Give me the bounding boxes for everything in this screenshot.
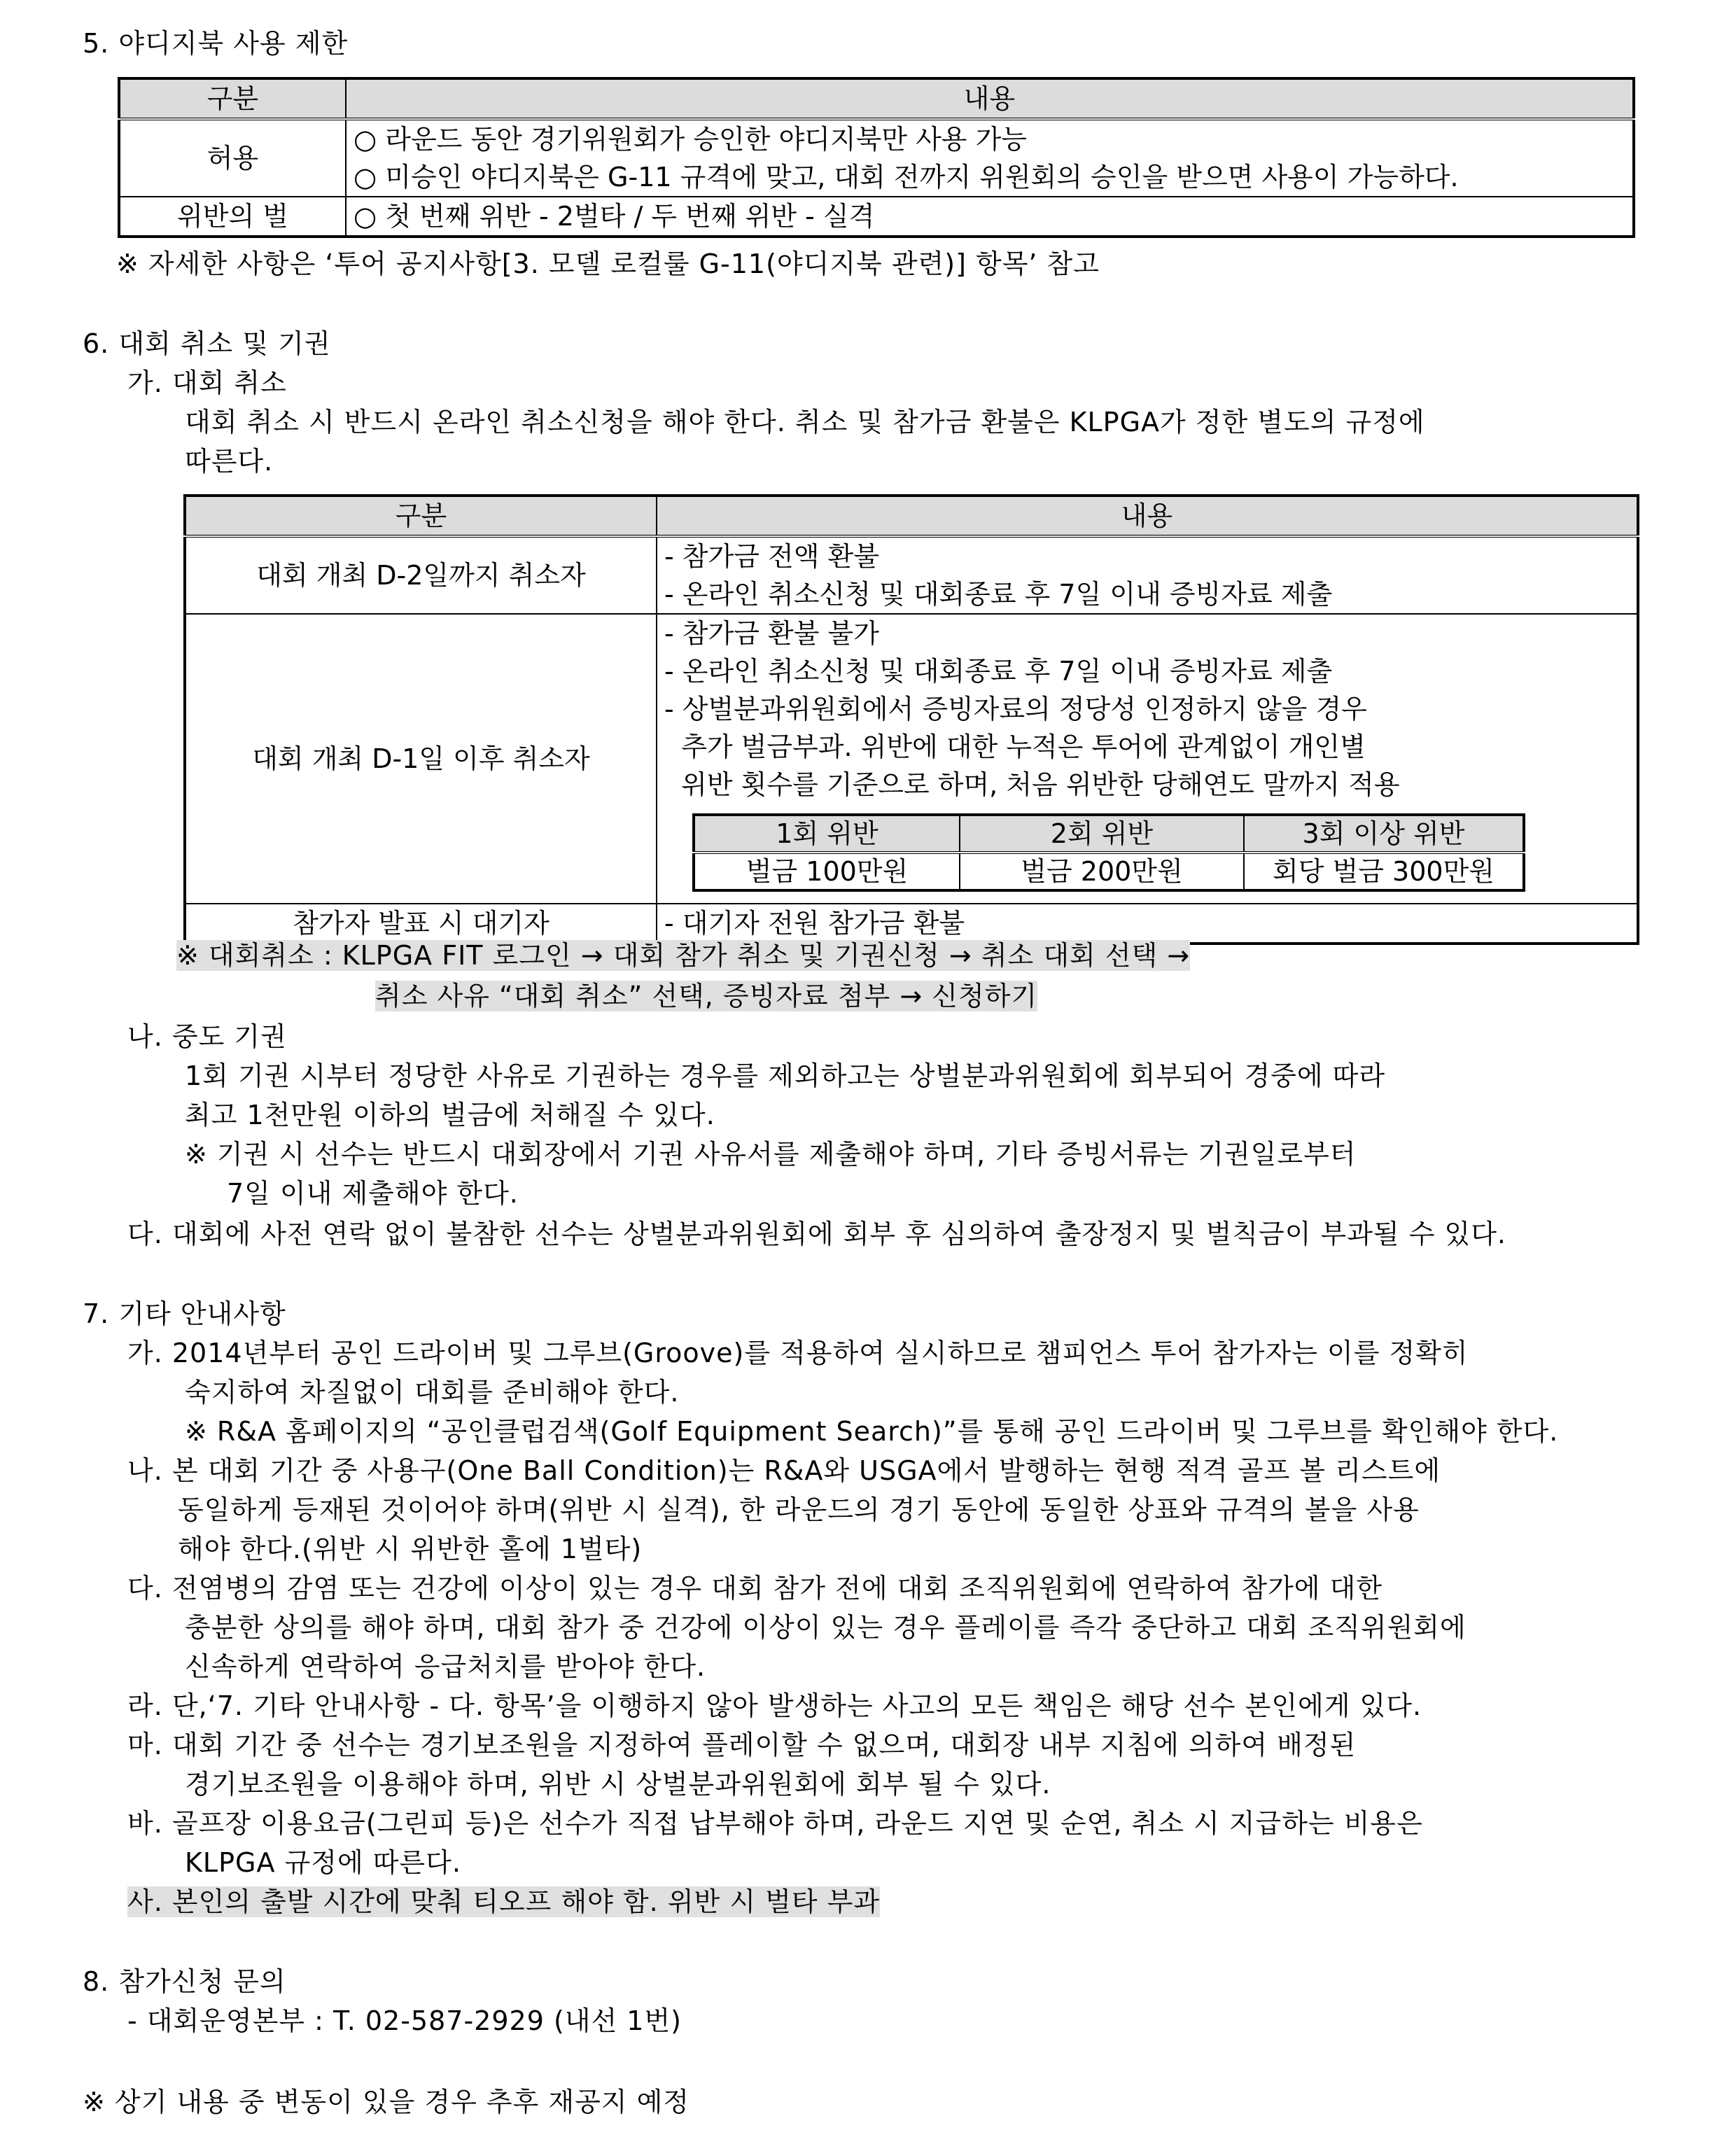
section-7e-line-2: 경기보조원을 이용해야 하며, 위반 시 상벌분과위원회에 회부 될 수 있다. bbox=[185, 1769, 1051, 1800]
section-7g-line bbox=[127, 1884, 880, 1919]
section-8-contact: - 대회운영본부 : T. 02-587-2929 (내선 1번) bbox=[127, 2005, 682, 2036]
section-7f-line-1: 바. 골프장 이용요금(그린피 등)은 선수가 직접 납부해야 하며, 라운드 지연 및 순연, 취소 시 지급하는 비용은 bbox=[127, 1808, 1423, 1839]
fine-header-1: 1회 위반 bbox=[694, 815, 960, 853]
fine-value-2: 벌금 200만원 bbox=[960, 853, 1244, 890]
table-header-content: 내용 bbox=[346, 78, 1634, 119]
section-7b-line-3: 해야 한다.(위반 시 위반한 홀에 1벌타) bbox=[178, 1534, 643, 1564]
d1-line-5: 위반 횟수를 기준으로 하며, 처음 위반한 당해연도 말까지 적용 bbox=[664, 769, 1400, 800]
section-7c-line-1: 다. 전염병의 감염 또는 건강에 이상이 있는 경우 대회 참가 전에 대회 조직위원회에 연락하여 참가에 대한 bbox=[127, 1573, 1383, 1604]
section-6-heading: 6. 대회 취소 및 기권 bbox=[83, 328, 331, 359]
d1-line-4: 추가 벌금부과. 위반에 대한 누적은 투어에 관계없이 개인별 bbox=[664, 731, 1366, 762]
table-header-category: 구분 bbox=[185, 496, 657, 536]
row-label-waitlist: 참가자 발표 시 대기자 bbox=[185, 904, 657, 944]
section-6a-text-2: 따른다. bbox=[185, 446, 274, 477]
section-8-heading: 8. 참가신청 문의 bbox=[83, 1966, 286, 1997]
fine-value-3: 회당 벌금 300만원 bbox=[1244, 853, 1524, 890]
cancel-procedure-note-1 bbox=[176, 938, 1190, 973]
section-6a-text-1: 대회 취소 시 반드시 온라인 취소신청을 해야 한다. 취소 및 참가금 환불은 KLPGA가 정한 별도의 규정에 bbox=[185, 407, 1425, 437]
d1-line-1: - 참가금 환불 불가 bbox=[664, 618, 879, 649]
d1-line-3: - 상벌분과위원회에서 증빙자료의 정당성 인정하지 않을 경우 bbox=[664, 694, 1367, 724]
section-7a-note: ※ R&A 홈페이지의 “공인클럽검색(Golf Equipment Search)”를 통해 공인 드라이버 및 그루브를 확인해야 한다. bbox=[185, 1416, 1559, 1447]
cancel-procedure-note-2 bbox=[375, 979, 1037, 1014]
section-6b-note-1: ※ 기권 시 선수는 반드시 대회장에서 기권 사유서를 제출해야 하며, 기타 증빙서류는 기권일로부터 bbox=[185, 1139, 1357, 1170]
cancellation-table bbox=[183, 494, 1639, 945]
row-content-d2 bbox=[657, 536, 1638, 614]
footer-note: ※ 상기 내용 중 변동이 있을 경우 추후 재공지 예정 bbox=[83, 2087, 690, 2117]
fine-header-2: 2회 위반 bbox=[960, 815, 1244, 853]
row-content-penalty: ○ 첫 번째 위반 - 2벌타 / 두 번째 위반 - 실격 bbox=[346, 197, 1634, 237]
row-label-d1: 대회 개최 D-1일 이후 취소자 bbox=[185, 614, 657, 904]
section-6b-note-2: 7일 이내 제출해야 한다. bbox=[227, 1178, 519, 1209]
row-content-waitlist: - 대기자 전원 참가금 환불 bbox=[657, 904, 1638, 944]
section-7a-line-1: 가. 2014년부터 공인 드라이버 및 그루브(Groove)를 적용하여 실시하므로 챔피언스 투어 참가자는 이를 정확히 bbox=[127, 1338, 1469, 1368]
section-7-heading: 7. 기타 안내사항 bbox=[83, 1298, 286, 1329]
yardage-book-table bbox=[118, 77, 1635, 238]
section-5-heading: 5. 야디지북 사용 제한 bbox=[83, 28, 349, 59]
table-header-content: 내용 bbox=[657, 496, 1638, 536]
section-7f-line-2: KLPGA 규정에 따른다. bbox=[185, 1847, 461, 1878]
row-label-allowed: 허용 bbox=[119, 119, 346, 197]
section-7b-line-2: 동일하게 등재된 것이어야 하며(위반 시 실격), 한 라운드의 경기 동안에 동일한 상표와 규격의 볼을 사용 bbox=[178, 1494, 1420, 1525]
row-label-penalty: 위반의 벌 bbox=[119, 197, 346, 237]
section-6b-text-1: 1회 기권 시부터 정당한 사유로 기권하는 경우를 제외하고는 상벌분과위원회에 회부되어 경중에 따라 bbox=[185, 1060, 1386, 1091]
section-7g-text: 사. 본인의 출발 시간에 맞춰 티오프 해야 함. 위반 시 벌타 부과 bbox=[127, 1886, 881, 1917]
d2-line-1: - 참가금 전액 환불 bbox=[664, 541, 879, 572]
fine-header-3: 3회 이상 위반 bbox=[1244, 815, 1524, 853]
section-7d-line-1: 라. 단,‘7. 기타 안내사항 - 다. 항목’을 이행하지 않아 발생하는 사고의 모든 책임은 해당 선수 본인에게 있다. bbox=[127, 1690, 1422, 1721]
section-7a-line-2: 숙지하여 차질없이 대회를 준비해야 한다. bbox=[185, 1377, 680, 1408]
row-content-allowed bbox=[346, 119, 1634, 197]
section-6a-title: 가. 대회 취소 bbox=[127, 367, 287, 398]
section-5-note: ※ 자세한 사항은 ‘투어 공지사항[3. 모델 로컬룰 G-11(야디지북 관련)] 항목’ 참고 bbox=[116, 248, 1100, 279]
section-7c-line-2: 충분한 상의를 해야 하며, 대회 참가 중 건강에 이상이 있는 경우 플레이를 즉각 중단하고 대회 조직위원회에 bbox=[185, 1612, 1466, 1643]
d2-line-2: - 온라인 취소신청 및 대회종료 후 7일 이내 증빙자료 제출 bbox=[664, 579, 1333, 610]
fine-table bbox=[692, 813, 1525, 892]
cancel-procedure-text-2: 취소 사유 “대회 취소” 선택, 증빙자료 첨부 → 신청하기 bbox=[375, 981, 1038, 1011]
d1-line-2: - 온라인 취소신청 및 대회종료 후 7일 이내 증빙자료 제출 bbox=[664, 656, 1333, 687]
section-7c-line-3: 신속하게 연락하여 응급처치를 받아야 한다. bbox=[185, 1651, 706, 1682]
allowed-line-1: ○ 라운드 동안 경기위원회가 승인한 야디지북만 사용 가능 bbox=[354, 124, 1027, 155]
section-7e-line-1: 마. 대회 기간 중 선수는 경기보조원을 지정하여 플레이할 수 없으며, 대회장 내부 지침에 의하여 배정된 bbox=[127, 1730, 1357, 1760]
row-label-d2: 대회 개최 D-2일까지 취소자 bbox=[185, 536, 657, 614]
table-header-category: 구분 bbox=[119, 78, 346, 119]
row-content-d1 bbox=[657, 614, 1638, 904]
section-6c-text: 다. 대회에 사전 연락 없이 불참한 선수는 상벌분과위원회에 회부 후 심의하여 출장정지 및 벌칙금이 부과될 수 있다. bbox=[127, 1219, 1506, 1249]
section-6b-text-2: 최고 1천만원 이하의 벌금에 처해질 수 있다. bbox=[185, 1100, 715, 1130]
cancel-procedure-text-1: ※ 대회취소 : KLPGA FIT 로그인 → 대회 참가 취소 및 기권신청 → 취소 대회 선택 → bbox=[176, 940, 1191, 971]
fine-value-1: 벌금 100만원 bbox=[694, 853, 960, 890]
allowed-line-2: ○ 미승인 야디지북은 G-11 규격에 맞고, 대회 전까지 위원회의 승인을 받으면 사용이 가능하다. bbox=[354, 162, 1459, 192]
section-6b-title: 나. 중도 기권 bbox=[127, 1021, 287, 1052]
section-7b-line-1: 나. 본 대회 기간 중 사용구(One Ball Condition)는 R&A와 USGA에서 발행하는 현행 적격 골프 볼 리스트에 bbox=[127, 1455, 1441, 1486]
